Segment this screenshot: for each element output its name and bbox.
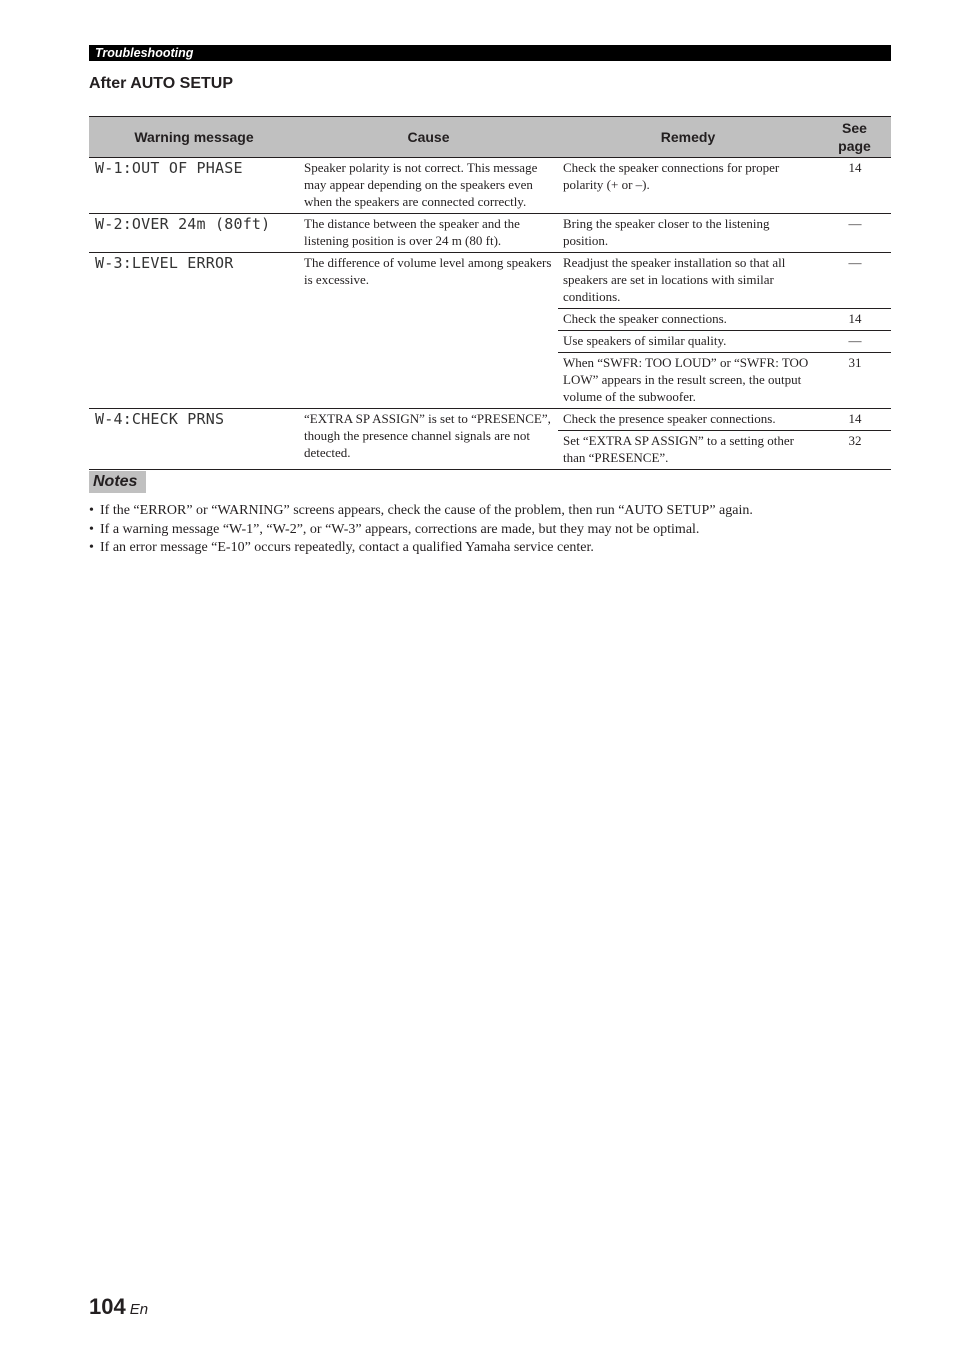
column-header: Cause	[299, 117, 558, 158]
list-item	[89, 521, 889, 540]
warning-message: W-1:OUT OF PHASE	[89, 158, 299, 214]
warning-message: W-4:CHECK PRNS	[89, 409, 299, 470]
see-page-cell: 31	[818, 353, 891, 409]
list-item	[89, 539, 889, 558]
remedy-cell: Check the presence speaker connections.	[558, 409, 818, 431]
table-row	[89, 158, 891, 214]
see-page-cell: —	[818, 253, 891, 309]
warning-message: W-2:OVER 24m (80ft)	[89, 214, 299, 253]
notes-title: Notes	[93, 473, 138, 490]
note-text: If an error message “E-10” occurs repeatedly, contact a qualified Yamaha service center.	[100, 540, 594, 556]
cause-cell: The difference of volume level among speakers is excessive.	[299, 253, 558, 409]
see-page-cell: 32	[818, 431, 891, 470]
remedy-cell: Use speakers of similar quality.	[558, 331, 818, 353]
remedy-cell: Set “EXTRA SP ASSIGN” to a setting other than “PRESENCE”.	[558, 431, 818, 470]
remedy-cell: Check the speaker connections for proper polarity (+ or –).	[558, 158, 818, 214]
remedy-cell: Readjust the speaker installation so that all speakers are set in locations with similar conditions.	[558, 253, 818, 309]
table-row	[89, 409, 891, 431]
section-header-bar	[89, 45, 891, 61]
cause-cell: Speaker polarity is not correct. This message may appear depending on the speakers even when the speakers are connected correctly.	[299, 158, 558, 214]
see-page-cell: 14	[818, 409, 891, 431]
column-header: Remedy	[558, 117, 818, 158]
note-text: If the “ERROR” or “WARNING” screens appears, check the cause of the problem, then run “AUTO SETUP” again.	[100, 503, 753, 518]
list-item	[89, 502, 889, 521]
bullet-icon: •	[89, 521, 94, 537]
remedy-cell: When “SWFR: TOO LOUD” or “SWFR: TOO LOW” appears in the result screen, the output volume of the subwoofer.	[558, 353, 818, 409]
see-page-cell: —	[818, 214, 891, 253]
cause-cell: “EXTRA SP ASSIGN” is set to “PRESENCE”, though the presence channel signals are not detected.	[299, 409, 558, 470]
table-row	[89, 253, 891, 309]
section-title: Troubleshooting	[95, 46, 194, 60]
see-page-cell: 14	[818, 309, 891, 331]
bullet-icon: •	[89, 503, 94, 518]
bullet-icon: •	[89, 540, 94, 556]
column-header: See page	[818, 117, 891, 158]
see-page-cell: —	[818, 331, 891, 353]
notes-list	[89, 502, 889, 558]
remedy-cell: Check the speaker connections.	[558, 309, 818, 331]
warning-message: W-3:LEVEL ERROR	[89, 253, 299, 409]
warning-table	[89, 116, 891, 470]
page-number	[89, 1294, 148, 1323]
see-page-cell: 14	[818, 158, 891, 214]
page-number-value: 104	[89, 1294, 126, 1319]
notes-label	[89, 471, 146, 493]
table-header-row	[89, 117, 891, 158]
note-text: If a warning message “W-1”, “W-2”, or “W-3” appears, corrections are made, but they may not be optimal.	[100, 521, 700, 537]
page-heading: After AUTO SETUP	[89, 75, 234, 92]
column-header: Warning message	[89, 117, 299, 158]
table-row	[89, 214, 891, 253]
page-language: En	[129, 1301, 149, 1318]
cause-cell: The distance between the speaker and the listening position is over 24 m (80 ft).	[299, 214, 558, 253]
remedy-cell: Bring the speaker closer to the listening position.	[558, 214, 818, 253]
